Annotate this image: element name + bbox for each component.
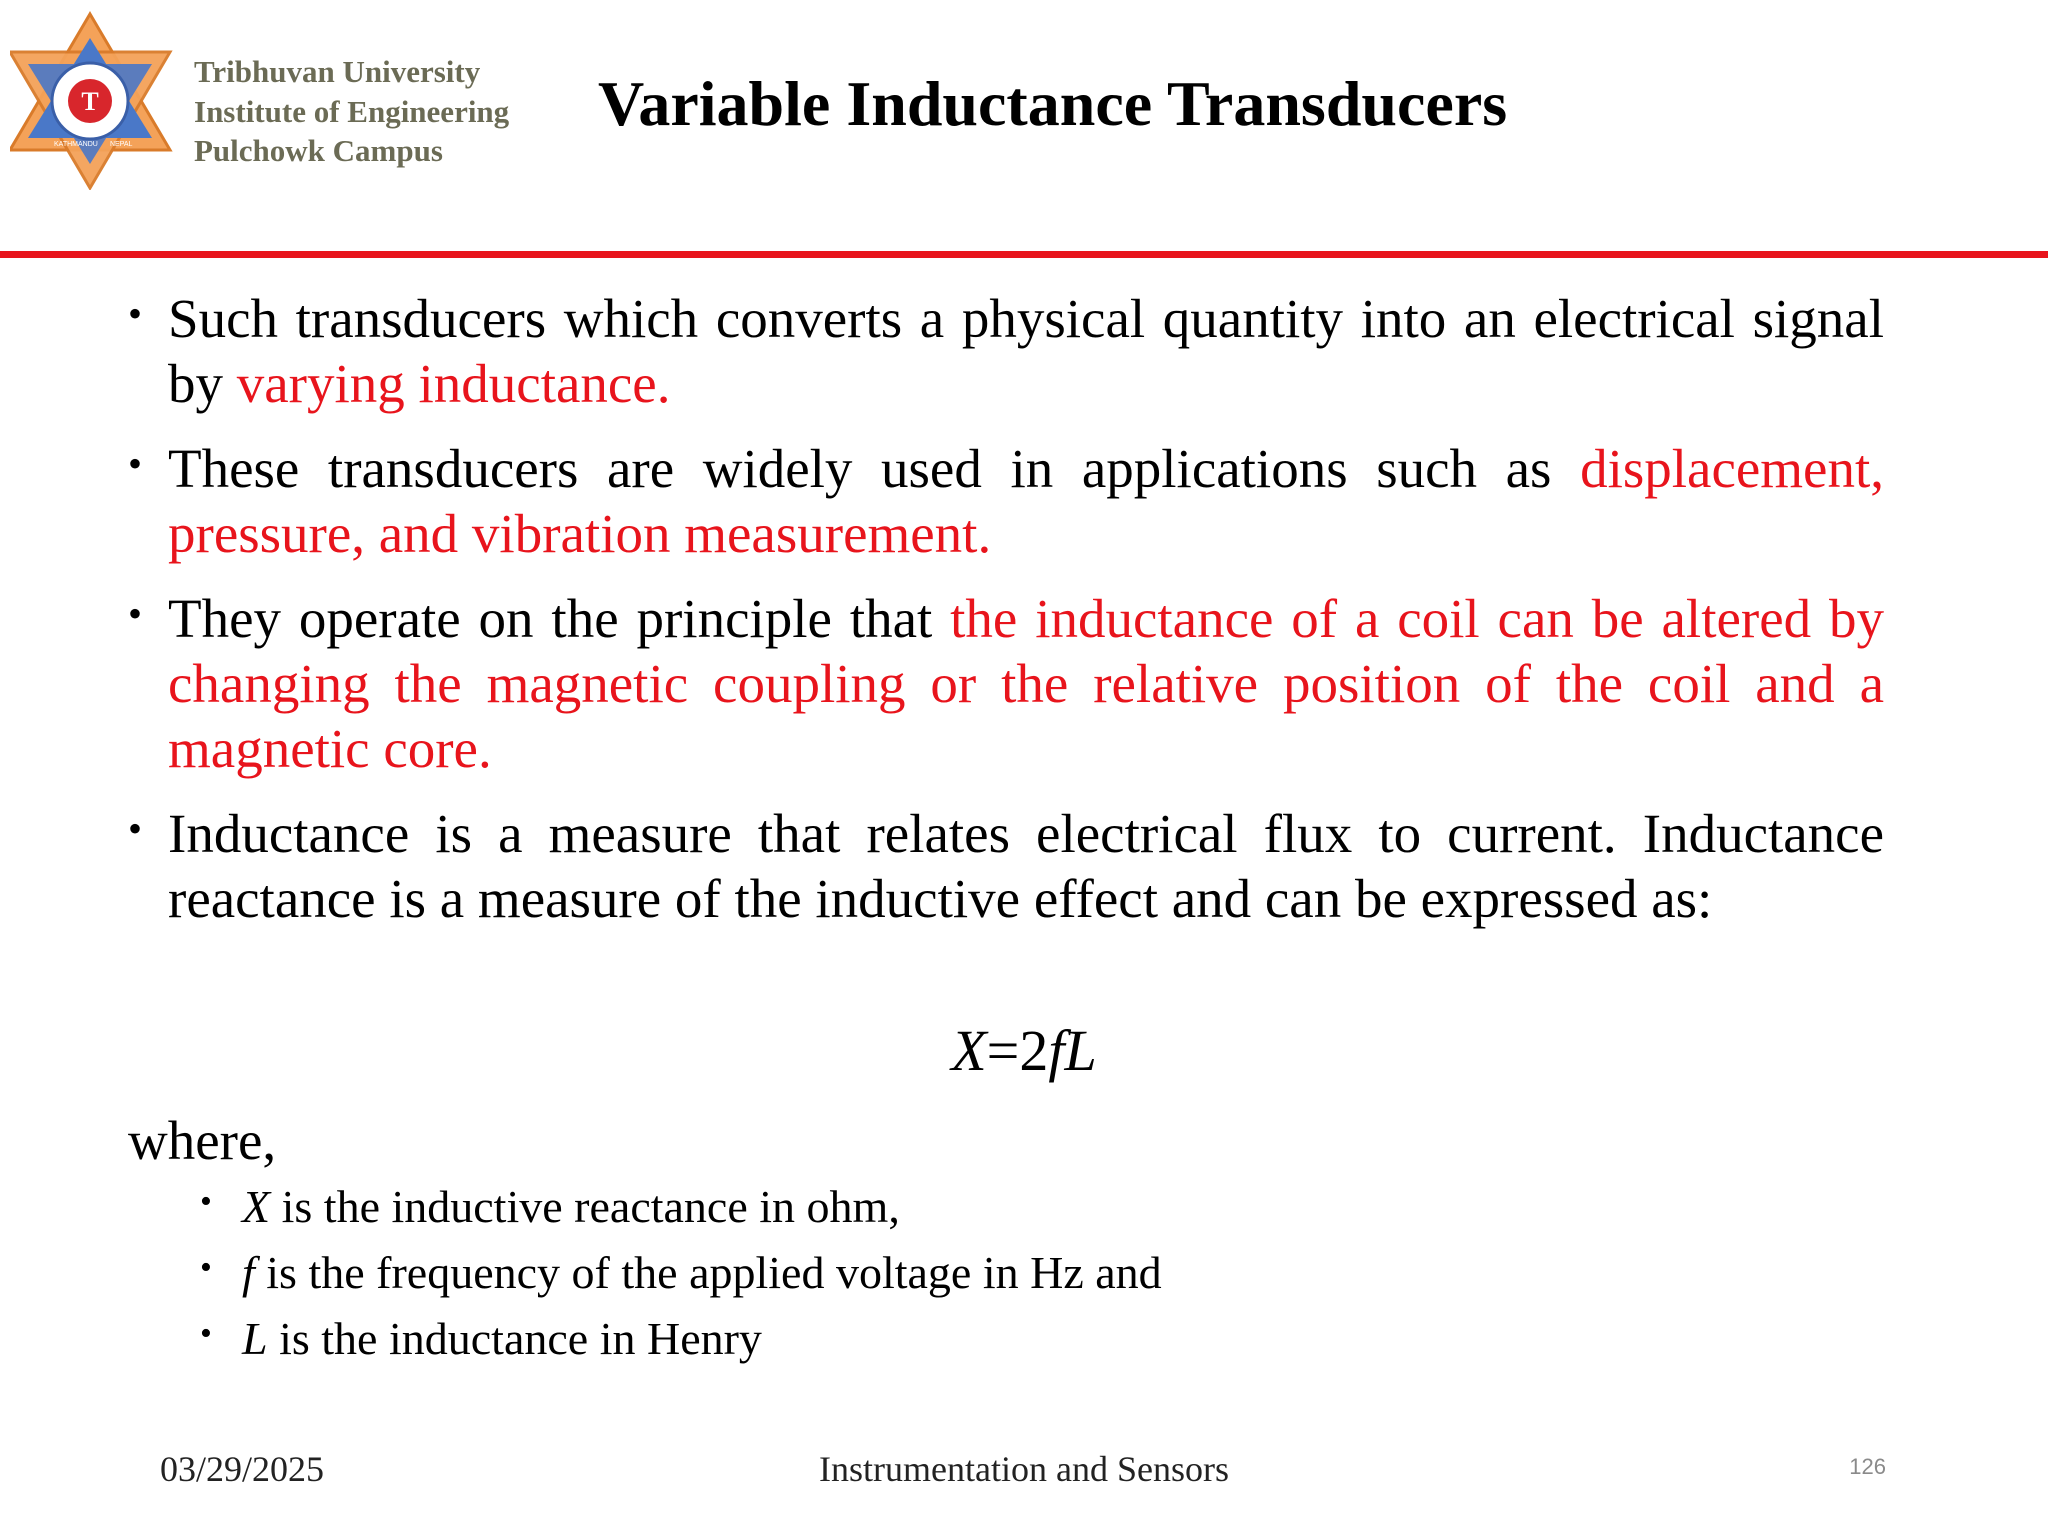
bullet-highlight: the inductance of a coil can be altered by changing the magnetic coupling or the relative position of the coil and a magnetic core. [168, 588, 1884, 779]
formula-x: X [951, 1018, 987, 1083]
reactance-formula [0, 1016, 2048, 1086]
footer-course: Instrumentation and Sensors [819, 1449, 1229, 1489]
definition-list [200, 1174, 1162, 1372]
formula-l: L [1064, 1018, 1097, 1083]
definition-item [200, 1240, 1162, 1306]
bullet-dot-icon: • [200, 1183, 212, 1220]
bullet-dot-icon: • [128, 441, 143, 486]
page-number: 126 [1849, 1454, 1886, 1479]
title-divider [0, 251, 2048, 258]
bullet-text: They operate on the principle that [168, 588, 951, 649]
formula-equals: =2 [986, 1018, 1049, 1083]
bullet-dot-icon: • [200, 1315, 212, 1352]
definition-text: is the inductance in Henry [267, 1313, 762, 1364]
definition-symbol: L [242, 1313, 268, 1364]
logo-text [194, 52, 509, 171]
bullet-highlight: varying inductance. [236, 353, 671, 414]
bullet-text: Inductance is a measure that relates electrical flux to current. Inductance reactance is a measure of the inductive effect and can be expressed as: [168, 803, 1884, 929]
pulchowk-emblem-icon [10, 10, 180, 190]
bullet-dot-icon: • [128, 806, 143, 851]
bullet-item [128, 801, 1884, 931]
logo-line-institute: Institute of Engineering [194, 93, 510, 129]
definition-symbol: X [242, 1181, 271, 1232]
emblem-right-text: NEPAL [110, 141, 133, 148]
emblem-left-text: KATHMANDU [54, 141, 98, 148]
definition-text: is the frequency of the applied voltage in Hz and [254, 1247, 1162, 1298]
definition-item [200, 1306, 1162, 1372]
definition-text: is the inductive reactance in ohm, [270, 1181, 900, 1232]
bullet-text: Such transducers which converts a physical quantity into an electrical signal by [168, 288, 1884, 414]
bullet-dot-icon: • [128, 591, 143, 636]
bullet-text: These transducers are widely used in applications such as [168, 438, 1581, 499]
bullet-item [128, 436, 1884, 566]
svg-text:T: T [81, 87, 99, 116]
definition-item [200, 1174, 1162, 1240]
formula-f: f [1048, 1018, 1065, 1083]
bullet-item [128, 286, 1884, 416]
logo-line-campus: Pulchowk Campus [194, 133, 443, 168]
definition-symbol: f [242, 1247, 255, 1298]
institution-logo [10, 10, 610, 190]
bullet-highlight: displacement, pressure, and vibration measurement. [168, 438, 1884, 564]
logo-line-university: Tribhuvan University [194, 54, 481, 89]
bullet-dot-icon: • [200, 1249, 212, 1286]
bullet-dot-icon: • [128, 291, 143, 336]
bullet-list [128, 286, 1884, 951]
bullet-item [128, 586, 1884, 781]
slide-title: Variable Inductance Transducers [598, 68, 1508, 139]
footer-date: 03/29/2025 [160, 1449, 325, 1489]
where-label: where, [128, 1110, 277, 1171]
